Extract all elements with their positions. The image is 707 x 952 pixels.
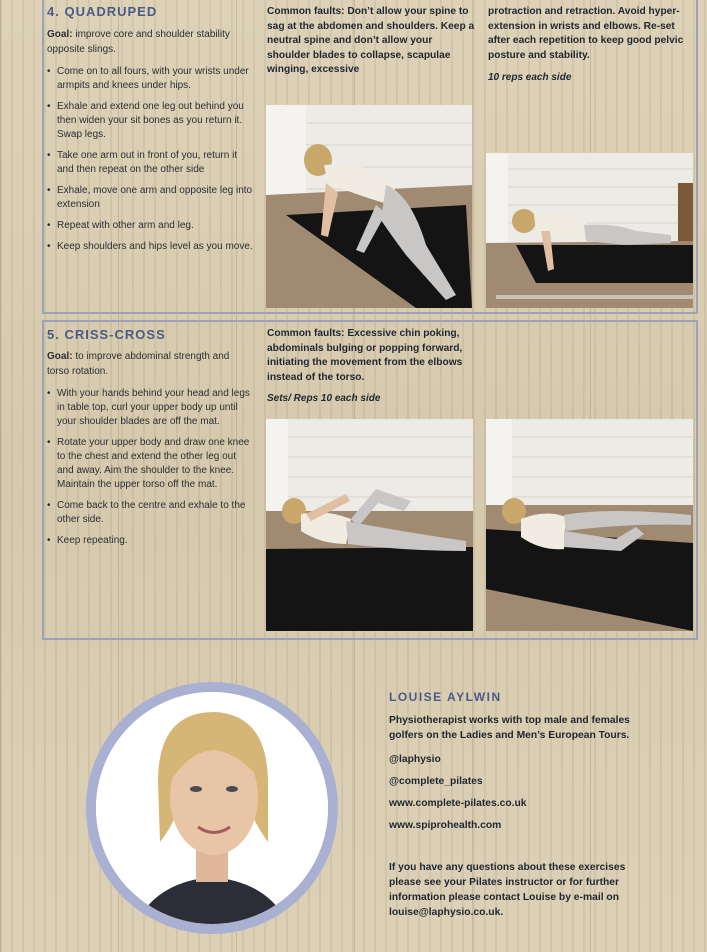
list-item: • Exhale and extend one leg out behind you then widen your sit bones as you return it. Swap legs. (47, 100, 255, 142)
list-item: • Keep repeating. (47, 534, 255, 548)
crisscross-photo-1 (266, 419, 473, 631)
quadruped-steps (47, 65, 255, 261)
author-bio: Physiotherapist works with top male and females golfers on the Ladies and Men’s European Tours. (389, 715, 630, 741)
quadruped-photo-2 (486, 153, 693, 308)
crisscross-goal: Goal: to improve abdominal strength and torso rotation. (47, 351, 230, 377)
crisscross-reps: Sets/ Reps 10 each side (267, 393, 381, 404)
list-item: • Come back to the centre and exhale to the other side. (47, 499, 255, 527)
list-item: • Repeat with other arm and leg. (47, 219, 255, 233)
list-item: • Come on to all fours, with your wrists under armpits and knees under hips. (47, 65, 255, 93)
quadruped-reps: 10 reps each side (488, 72, 572, 83)
crisscross-faults: Common faults: Excessive chin poking, abdominals bulging or popping forward, initiating the movement from the elbows instead of the torso. (267, 328, 463, 383)
quadruped-faults-col1: Common faults: Don’t allow your spine to sag at the abdomen and shoulders. Keep a neutral spine and don’t allow your shoulder blades to collapse, scapulae winging, excessive (267, 6, 475, 75)
quadruped-goal: Goal: improve core and shoulder stability opposite slings. (47, 29, 230, 55)
author-website-complete-pilates[interactable]: www.complete-pilates.co.uk (389, 798, 527, 809)
list-item: • With your hands behind your head and legs in table top, curl your upper body up until your shoulder blades are off the mat. (47, 387, 255, 429)
author-website-spiprohealth[interactable]: www.spiprohealth.com (389, 820, 502, 831)
list-item: • Take one arm out in front of you, return it and then repeat on the other side (47, 149, 255, 177)
author-contact-text: If you have any questions about these exercises please see your Pilates instructor or for further information please contact Louise by e-mail on louise@laphysio.co.uk. (389, 862, 626, 918)
crisscross-heading: 5. CRISS-CROSS (47, 327, 166, 342)
quadruped-heading: 4. QUADRUPED (47, 4, 158, 19)
author-name: LOUISE AYLWIN (389, 690, 502, 704)
crisscross-steps (47, 387, 255, 555)
quadruped-photo-1 (266, 105, 472, 308)
crisscross-photo-2 (486, 419, 693, 631)
author-handle-laphysio[interactable]: @laphysio (389, 754, 441, 765)
list-item: • Keep shoulders and hips level as you move. (47, 240, 255, 254)
list-item: • Exhale, move one arm and opposite leg into extension (47, 184, 255, 212)
quadruped-faults-col2: protraction and retraction. Avoid hyper-extension in wrists and elbows. Re-set after each repetition to keep good pelvic posture and stability. (488, 6, 684, 61)
author-photo (96, 692, 328, 924)
author-handle-complete-pilates[interactable]: @complete_pilates (389, 776, 483, 787)
list-item: • Rotate your upper body and draw one knee to the chest and extend the other leg out and away. Aim the shoulder to the knee. Maintain the upper torso off the mat. (47, 436, 255, 492)
